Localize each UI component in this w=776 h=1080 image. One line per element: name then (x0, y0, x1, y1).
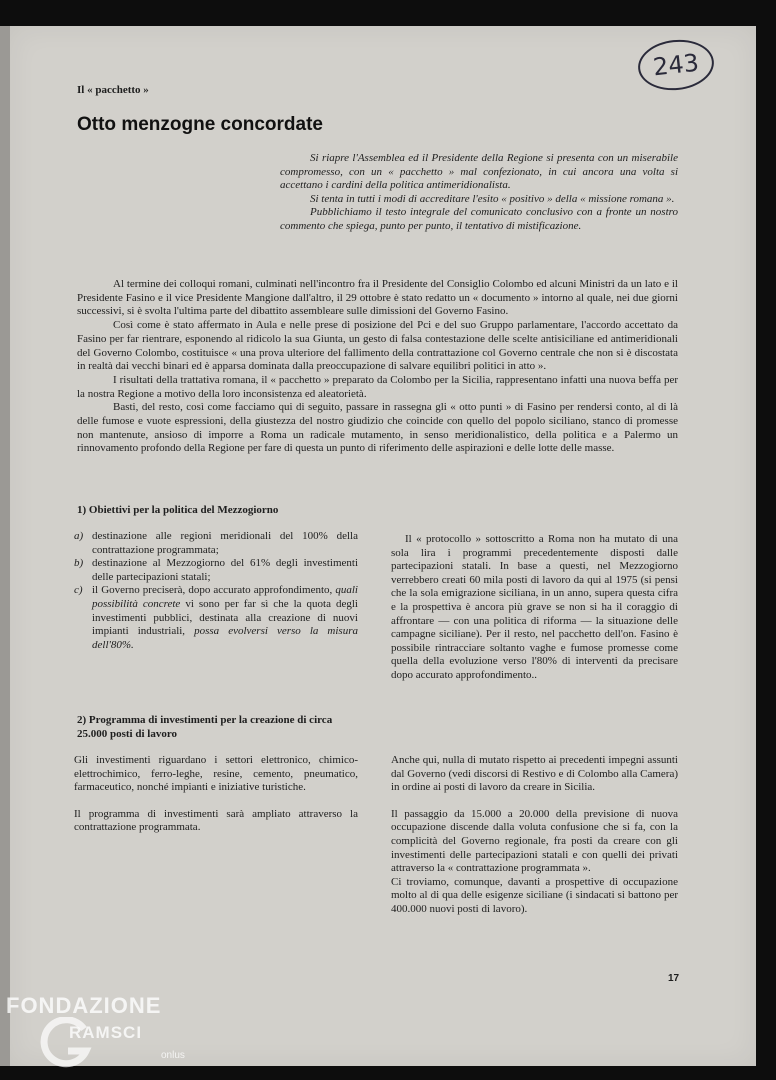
list-item (74, 584, 358, 652)
article-title: Otto menzogne concordate (77, 114, 323, 135)
list-item (74, 530, 358, 557)
item-text: il Governo preciserà, dopo accurato approfondimento, quali possibilità concrete vi sono per far sì che la quota degli investimenti pubblici, destinata alla creazione di nuovi impianti industriali, possa evolversi verso la misura dell'80%. (92, 584, 358, 651)
section-1-points (74, 530, 358, 652)
intro-paragraph: Si tenta in tutti i modi di accreditare l'esito « positivo » della « missione romana ». (310, 192, 675, 205)
section-2-points (74, 754, 358, 835)
body-paragraph: Così come è stato affermato in Aula e nelle prese di posizione del Pci e del suo Gruppo parlamentare, l'accordo accettato da Fasino per far rientrare, esponendo al ridicolo la sua Giunta, un gesto di falsa contestazione delle scelte antisiciliane ed antimeridionali del Governo Colombo, costituisce « una prova ulteriore del fallimento della contrattazione col Governo centrale che non si è discostata in realtà dai vecchi binari ed è apparsa dominata dalla preoccupazione di salvare equilibri politici in atto ». (77, 319, 678, 373)
comment-paragraph: Il passaggio da 15.000 a 20.000 della previsione di nuova occupazione discende dalla voluta confusione che si fa, con la complicità del Governo regionale, fra posti da creare con gli investimenti delle partecipazioni statali e con quelli dei privati attraverso la « contrattazione programmata ». (391, 807, 678, 875)
body-paragraph: Al termine dei colloqui romani, culminati nell'incontro fra il Presidente del Consiglio Colombo ed alcuni Ministri da un lato e il Presidente Fasino e il vice Presidente Mangione dall'altro, il 29 ottobre è stato redatto un « documento » intorno al quale, nei due giorni successivi, si è svolta l'ultima parte del dibattito assembleare sulle dimissioni del Governo Fasino. (77, 278, 678, 318)
comment-paragraph: Ci troviamo, comunque, davanti a prospettive di occupazione molto al di qua delle esigenze siciliane (i sindacati si battono per 400.000 nuovi posti di lavoro). (391, 875, 678, 915)
list-item (74, 557, 358, 584)
section-1-comment: Il « protocollo » sottoscritto a Roma non ha mutato di una sola lira i programmi precedentemente disposti dalle partecipazioni statali. In base a questi, nel Mezzogiorno verrebbero creati 60 mila posti di lavoro da qui al 1975 (si pensi che la sola emigrazione siciliana, in un anno, supera questa cifra e la prospettiva è ancora più grave se non si ha il coraggio di affrontare — con una politica di riforma — la situazione delle campagne siciliane). Per il resto, nel pacchetto dell'on. Fasino è possibile rintracciare soltanto vaghe e fumose promesse come quella della evoluzione verso l'80% di interventi da precisare dopo accurato approfondimento.. (391, 533, 678, 681)
section-1-heading: 1) Obiettivi per la politica del Mezzogiorno (77, 504, 279, 516)
watermark-line-3: onlus (161, 1050, 185, 1061)
article-kicker: Il « pacchetto » (77, 84, 149, 96)
item-label: c) (74, 584, 83, 597)
item-text: destinazione al Mezzogiorno del 61% degli investimenti delle partecipazioni statali; (92, 557, 358, 583)
body-paragraph: I risultati della trattativa romana, il « pacchetto » preparato da Colombo per la Sicilia, rappresentano infatti una nuova beffa per la nostra Regione a motivo della loro inconsistenza ed aleatorietà. (77, 373, 678, 400)
watermark-line-2: RAMSCI (69, 1023, 143, 1042)
item-label: a) (74, 530, 84, 542)
handwritten-page-number: 243 (651, 48, 701, 82)
section-2-paragraph: Gli investimenti riguardano i settori elettronico, chimico-elettrochimico, ferro-leghe, resine, cemento, pneumatico, farmaceutico, nonché impianti e iniziative turistiche. (74, 754, 358, 794)
intro-paragraph: Si riapre l'Assemblea ed il Presidente della Regione si presenta con un miserabile compromesso, con un « pacchetto » mal confezionato, in cui ancora una volta si accettano i cardini della politica antimeridionalista. (280, 152, 678, 192)
section-2-paragraph: Il programma di investimenti sarà ampliato attraverso la contrattazione programmata. (74, 807, 358, 834)
watermark-line-1: FONDAZIONE (6, 993, 162, 1018)
item-text: destinazione alle regioni meridionali del 100% della contrattazione programmata; (92, 530, 358, 556)
section-2-comment (391, 754, 678, 917)
section-2-heading: 2) Programma di investimenti per la creazione di circa 25.000 posti di lavoro (77, 714, 333, 740)
item-label: b) (74, 557, 84, 570)
body-paragraph: Basti, del resto, così come facciamo qui di seguito, passare in rassegna gli « otto punti » di Fasino per rendersi conto, al di là delle fumose e vuote espressioni, della giustezza del nostro giudizio che coincide con quello del popolo siciliano, stanco di promesse non mantenute, ansioso di imporre a Roma un radicale mutamento, in senso meridionalistico, della politica e a Palermo un rinnovamento profondo della Regione per fare di questa un punto di riferimento delle aspirazioni e delle lotte delle masse. (77, 401, 678, 455)
intro-paragraph: Pubblichiamo il testo integrale del comunicato conclusivo con a fronte un nostro commento che spiega, punto per punto, il tentativo di mistificazione. (280, 206, 678, 232)
article-body (77, 278, 678, 456)
archive-watermark (6, 993, 206, 1073)
article-intro (280, 152, 678, 234)
page-number: 17 (668, 973, 680, 984)
comment-paragraph: Anche qui, nulla di mutato rispetto ai precedenti impegni assunti dal Governo (vedi discorsi di Restivo e di Colombo alla Camera) in ordine ai posti di lavoro da creare in Sicilia. (391, 754, 678, 794)
